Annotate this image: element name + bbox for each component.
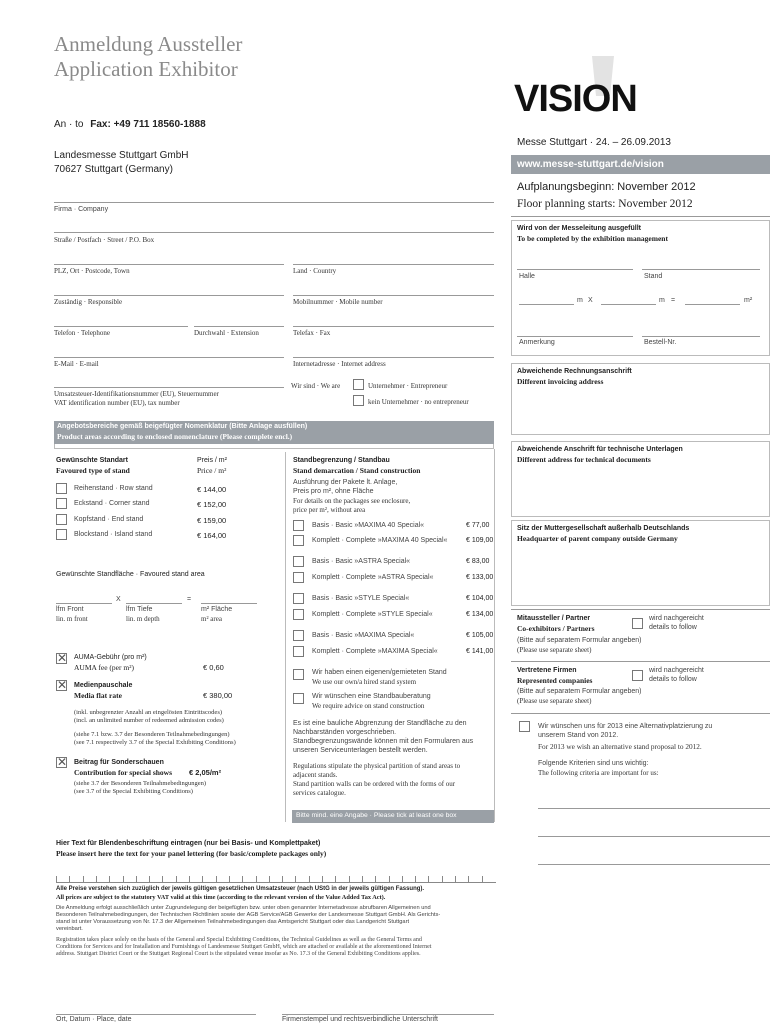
rep-title-de: Vertretene Firmen [517,667,577,674]
package-label: Komplett · Complete »ASTRA Special« [312,574,434,581]
panel-cell-tick [149,876,150,882]
stamp-label-de: Firmenstempel und rechtsverbindliche Unterschrift [282,1016,439,1023]
legal-de3: stand ist unter Voraussetzung von Nr. 17.3 der Allgemeinen Teilnahmebedingungen das Amtsgericht Stuttgart oder das Landgericht Stuttgart [56,919,410,925]
media-note2: (incl. an unlimited number of redeemed admission codes) [74,717,224,724]
legal-vat-de: Alle Preise verstehen sich zuzüglich der jeweils gültigen gesetzlichen Umsatzsteuer (nach UStG in der jeweils gültigen Fassung). [56,886,425,892]
panel-cell-tick [56,876,57,882]
auma-price: € 0,60 [203,663,224,672]
auma-checkbox[interactable]: ✕ [57,651,68,665]
panel-cell-tick [189,876,190,882]
stand-type-label: Blockstand · Island stand [74,531,153,538]
depth-field[interactable] [126,603,182,604]
area-x: X [116,596,121,603]
package-label: Basis · Basic »MAXIMA Special« [312,632,415,639]
rep-details-checkbox[interactable] [632,670,643,681]
rep-title-en: Represented companies [517,676,593,685]
depth-label-en: lin. m depth [126,615,160,623]
legal-en2: Conditions for Services and for Installation and Furnishings of Landesmesse Stuttgart GmbH, which are attached or available at the aforementioned Internet [56,944,432,950]
mgmt-m2: m [659,297,665,304]
stand-type-price: € 159,00 [197,516,227,525]
panel-cell-tick [335,876,336,882]
criteria-line-1[interactable] [538,808,770,809]
management-title-en: To be completed by the exhibition management [517,234,668,243]
logo [514,50,654,120]
construction-header-de: Standbegrenzung / Standbau [293,457,390,464]
title-de: Anmeldung Aussteller [54,32,243,56]
note-en1: Regulations stipulate the physical partition of stand areas to [293,762,461,770]
own-stand-en: We use our own/a hired stand system [312,678,417,686]
stand-type-price: € 152,00 [197,500,227,509]
plz-label: PLZ, Ort · Postcode, Town [54,267,130,275]
tick-bar [292,810,494,823]
show-label-de: Beitrag für Sonderschauen [74,759,164,766]
show-note1: (siehe 3.7 der Besonderen Teilnahmebedingungen) [74,780,207,787]
package-label: Komplett · Complete »STYLE Special« [312,611,433,618]
crit-en: The following criteria are important for us: [538,769,659,777]
media-note3: (siehe 7.1 bzw. 3.7 der Besonderen Teilnahmebedingungen) [74,731,230,738]
coex-title-en: Co-exhibitors / Partners [517,624,595,633]
coex-note-de: wird nachgereicht [649,615,704,622]
note-en2: adjacent stands. [293,771,338,779]
logo-text: VISION [514,78,637,120]
alt-de1: Wir wünschen uns für 2013 eine Alternativplatzierung zu [538,723,713,730]
stand-type-header-en: Favoured type of stand [56,466,130,475]
front-field[interactable] [56,603,112,604]
fax-number: Fax: +49 711 18560-1888 [90,119,206,130]
legal-en1: Registration takes place solely on the basis of the General and Special Exhibiting Conditions, the Technical Guidelines as well as the General Terms and [56,937,422,943]
strasse-label: Straße / Postfach · Street / P.O. Box [54,236,155,244]
mgmt-eq: = [671,297,676,304]
stand-type-label: Reihenstand · Row stand [74,485,153,492]
note-de3: Standbegrenzungswände können mit den Formularen aus [293,738,474,745]
panel-cell-tick [428,876,429,882]
media-label-de: Medienpauschale [74,682,133,689]
panel-cell-tick [109,876,110,882]
media-price: € 380,00 [203,691,233,700]
place-date-label: Ort, Datum · Place, date [56,1016,132,1023]
panel-cell-tick [295,876,296,882]
zustaendig-label: Zuständig · Responsible [54,298,123,306]
unternehmer-checkbox[interactable] [353,379,364,390]
note-en4: services catalogue. [293,789,346,797]
panel-cell-tick [136,876,137,882]
package-price: € 104,00 [466,595,494,602]
stand-type-checkbox[interactable] [56,483,67,494]
management-title-de: Wird von der Messeleitung ausgefüllt [517,225,642,232]
stand-type-price: € 164,00 [197,531,227,540]
panel-cell-tick [256,876,257,882]
show-label-en: Contribution for special shows [74,768,172,777]
price-header-de: Preis / m² [197,457,227,464]
durchwahl-label: Durchwahl · Extension [194,329,259,337]
stand-type-price: € 144,00 [197,485,227,494]
tick-bar-label: Bitte mind. eine Angabe · Please tick at least one box [296,812,457,819]
halle-label: Halle [519,273,535,280]
stand-label: Stand [644,273,663,280]
stand-type-checkbox[interactable] [56,498,67,509]
construction-desc1: Ausführung der Pakete lt. Anlage, [293,479,398,486]
parent-title-de: Sitz der Muttergesellschaft außerhalb Deutschlands [517,525,690,532]
panel-cell-tick [482,876,483,882]
own-stand-checkbox[interactable] [293,669,304,680]
package-price: € 133,00 [466,574,494,581]
flaeche-label-en: m² area [201,615,222,623]
stand-type-label: Eckstand · Corner stand [74,500,150,507]
durchwahl-field[interactable] [194,326,284,327]
advice-en: We require advice on stand construction [312,702,425,710]
telefax-label: Telefax · Fax [293,329,331,337]
legal-en3: address. Stuttgart District Court or the Stuttgart Regional Court is the stipulated venue insofar as No. 17.3 of the General Exhibiting Conditions applies. [56,951,421,957]
panel-cell-tick [269,876,270,882]
event-dates: Messe Stuttgart · 24. – 26.09.2013 [517,137,671,148]
criteria-line-2[interactable] [538,836,770,837]
coex-note-en: details to follow [649,624,697,631]
alternative-stand-checkbox[interactable] [519,721,530,732]
event-url-bar [511,155,770,174]
panel-cell-tick [402,876,403,882]
flaeche-label: m² Fläche [201,606,233,613]
parent-title-en: Headquarter of parent company outside Germany [517,534,678,543]
kein-unternehmer-label: kein Unternehmer · no entrepreneur [368,398,469,406]
invoice-title-en: Different invoicing address [517,377,604,386]
area-header: Gewünschte Standfläche · Favoured stand area [56,571,205,578]
coex-details-checkbox[interactable] [632,618,643,629]
package-checkbox[interactable] [293,535,304,546]
panel-cell-tick [468,876,469,882]
ust-label-en: VAT identification number (EU), tax number [54,399,180,407]
package-price: € 141,00 [466,648,494,655]
panel-cell-tick [96,876,97,882]
planning-de: Aufplanungsbeginn: November 2012 [517,181,696,193]
internet-label: Internetadresse · Internet address [293,360,386,368]
package-checkbox[interactable] [293,556,304,567]
panel-cell-tick [123,876,124,882]
auma-label-de: AUMA-Gebühr (pro m²) [74,654,147,661]
criteria-line-3[interactable] [538,864,770,865]
construction-divider-right [494,449,495,822]
firma-label: Firma · Company [54,206,109,213]
alt-de2: unserem Stand von 2012. [538,732,619,739]
alt-en: For 2013 we wish an alternative stand proposal to 2012. [538,742,702,751]
parent-address-box[interactable] [511,520,770,606]
title-en: Application Exhibitor [54,57,238,81]
panel-cell-tick [389,876,390,882]
strasse-field[interactable] [54,232,494,233]
panel-cell-tick [282,876,283,882]
mgmt-x: X [588,297,593,304]
package-checkbox[interactable] [293,646,304,657]
address-line2: 70627 Stuttgart (Germany) [54,164,173,175]
product-areas-bar[interactable] [54,421,494,444]
mobil-label: Mobilnummer · Mobile number [293,298,383,306]
package-checkbox[interactable] [293,572,304,583]
panel-cell-tick [375,876,376,882]
panel-cell-tick [242,876,243,882]
stamp-field[interactable] [282,1014,494,1015]
own-stand-de: Wir haben einen eigenen/gemieteten Stand [312,669,447,676]
telefon-label: Telefon · Telephone [54,329,111,337]
firma-field[interactable] [54,202,494,203]
package-price: € 109,00 [466,537,494,544]
package-label: Komplett · Complete »MAXIMA 40 Special« [312,537,448,544]
package-label: Basis · Basic »MAXIMA 40 Special« [312,522,425,529]
construction-desc4: price per m², without area [293,506,366,514]
panel-cell-tick [349,876,350,882]
media-checkbox[interactable]: ✕ [57,678,68,692]
note-en3: Stand partition walls can be ordered with the forms of our [293,780,456,788]
media-label-en: Media flat rate [74,691,122,700]
media-note1: (inkl. unbegrenzter Anzahl an eingelösten Eintrittscodes) [74,709,223,716]
show-price: € 2,05/m² [189,768,222,777]
panel-cell-tick [415,876,416,882]
package-label: Basis · Basic »STYLE Special« [312,595,410,602]
package-label: Basis · Basic »ASTRA Special« [312,558,411,565]
coex-form-de: (Bitte auf separatem Formular angeben) [517,637,642,644]
email-field[interactable] [54,357,284,358]
panel-cell-tick [455,876,456,882]
mgmt-m2-unit: m² [744,297,753,304]
unternehmer-label: Unternehmer · Entrepreneur [368,382,448,390]
panel-cell-tick [229,876,230,882]
rep-note-de: wird nachgereicht [649,667,704,674]
legal-de2: Besonderen Teilnahmebedingungen, der Technischen Richtlinien sowie der AGB Service/AGB Gewerke der Landesmesse Stuttgart GmbH. Als Gerichts- [56,912,441,918]
legal-de1: Die Anmeldung erfolgt ausschließlich unter Zugrundelegung der beigefügten bzw. unter oben genannter Internetadresse abrufbaren Allgemeinen und [56,905,431,911]
package-checkbox[interactable] [293,593,304,604]
fax-prefix: An · to [54,119,84,130]
construction-divider [285,452,286,822]
auma-label-en: AUMA fee (per m²) [74,663,134,672]
area-eq: = [187,596,192,603]
legal-de4: vereinbart. [56,926,83,932]
plz-field[interactable] [54,264,284,265]
show-note2: (see 3.7 of the Special Exhibiting Conditions) [74,788,193,795]
email-label: E-Mail · E-mail [54,360,99,368]
wirsind-label: Wir sind · We are [291,382,341,390]
panel-cell-tick [202,876,203,882]
invoice-title-de: Abweichende Rechnungsanschrift [517,368,632,375]
mobil-field[interactable] [293,295,494,296]
place-date-field[interactable] [56,1014,256,1015]
panel-cell-tick [69,876,70,882]
note-de1: Es ist eine bauliche Abgrenzung der Standfläche zu den [293,720,467,727]
special-show-checkbox[interactable]: ✕ [57,755,68,769]
front-label-en: lin. m front [56,615,88,623]
planning-en: Floor planning starts: November 2012 [517,198,693,210]
rep-form-de: (Bitte auf separatem Formular angeben) [517,688,642,695]
price-header-en: Price / m² [197,466,227,475]
land-label: Land · Country [293,267,337,275]
panel-cell-tick [309,876,310,882]
depth-label: lfm Tiefe [126,606,153,613]
advice-checkbox[interactable] [293,693,304,704]
coex-form-en: (Please use separate sheet) [517,646,592,654]
stand-type-label: Kopfstand · End stand [74,516,144,523]
rep-form-en: (Please use separate sheet) [517,697,592,705]
front-label: lfm Front [56,606,84,613]
note-de2: Nachbarständen vorgeschrieben. [293,729,397,736]
coex-title-de: Mitaussteller / Partner [517,615,591,622]
media-note4: (see 7.1 respectively 3.7 of the Special Exhibiting Conditions) [74,739,236,746]
package-checkbox[interactable] [293,630,304,641]
package-price: € 134,00 [466,611,494,618]
package-checkbox[interactable] [293,520,304,531]
construction-desc2: Preis pro m², ohne Fläche [293,488,374,495]
panel-cell-tick [162,876,163,882]
construction-desc3: For details on the packages see enclosure, [293,497,411,505]
panel-cell-tick [216,876,217,882]
panel-cell-tick [176,876,177,882]
product-areas-field[interactable] [54,444,494,449]
mgmt-m1: m [577,297,583,304]
package-checkbox[interactable] [293,609,304,620]
telefax-field[interactable] [293,326,494,327]
internet-field[interactable] [293,357,494,358]
zustaendig-field[interactable] [54,295,284,296]
package-price: € 83,00 [466,558,490,565]
panel-cell-tick [322,876,323,882]
package-price: € 105,00 [466,632,494,639]
anmerkung-label: Anmerkung [519,339,555,346]
panel-cell-tick [442,876,443,882]
ust-field[interactable] [54,387,284,388]
bestell-label: Bestell-Nr. [644,339,677,346]
panel-lettering-cells[interactable] [56,866,496,883]
tech-title-de: Abweichende Anschrift für technische Unterlagen [517,446,683,453]
telefon-field[interactable] [54,326,188,327]
stand-type-checkbox[interactable] [56,514,67,525]
package-price: € 77,00 [466,522,490,529]
advice-de: Wir wünschen eine Standbauberatung [312,693,431,700]
legal-vat-en: All prices are subject to the statutory VAT valid at this time (according to the relevant version of the Value Added Tax Act). [56,894,386,901]
panel-de: Hier Text für Blendenbeschriftung eintragen (nur bei Basis- und Komplettpaket) [56,840,321,847]
area-field[interactable] [201,603,257,604]
product-bar-de: Angebotsbereiche gemäß beigefügter Nomenklatur (Bitte Anlage ausfüllen) [57,423,308,430]
crit-de: Folgende Kriterien sind uns wichtig: [538,760,649,767]
product-bar-en: Product areas according to enclosed nomenclature (Please complete encl.) [57,432,293,441]
fax-line [54,119,206,130]
rep-note-en: details to follow [649,676,697,683]
address-line1: Landesmesse Stuttgart GmbH [54,150,189,161]
panel-cell-tick [362,876,363,882]
panel-en: Please insert here the text for your panel lettering (for basic/complete packages only) [56,849,327,858]
event-url: www.messe-stuttgart.de/vision [517,159,664,170]
tech-title-en: Different address for technical documents [517,455,651,464]
ust-label-de: Umsatzsteuer-Identifikationsnummer (EU), Steuernummer [54,390,219,398]
package-label: Komplett · Complete »MAXIMA Special« [312,648,438,655]
land-field[interactable] [293,264,494,265]
kein-unternehmer-checkbox[interactable] [353,395,364,406]
stand-type-header-de: Gewünschte Standart [56,457,128,464]
construction-header-en: Stand demarcation / Stand construction [293,466,421,475]
note-de4: unseren Serviceunterlagen bestellt werden. [293,747,428,754]
stand-type-checkbox[interactable] [56,529,67,540]
panel-cell-tick [83,876,84,882]
